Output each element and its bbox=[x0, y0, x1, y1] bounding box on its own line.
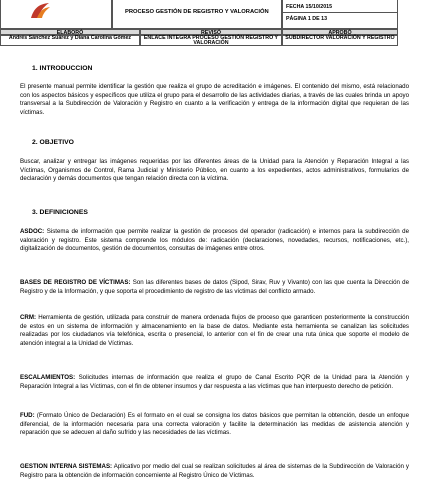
reviso-label: REVISÓ bbox=[140, 29, 282, 35]
definition-text: Son las diferentes bases de datos (Sipod, Sirav, Ruv y Vivanto) con las que cuenta la Dirección de Registro y de la Información, y que soporta el procedimiento de registro de las víctimas del conflicto armado. bbox=[20, 279, 409, 295]
definition-gestion-interna bbox=[20, 463, 409, 480]
document-header bbox=[0, 0, 424, 46]
heading-objetivo: 2. OBJETIVO bbox=[32, 139, 74, 146]
definition-fud bbox=[20, 412, 409, 438]
definition-escalamientos bbox=[20, 374, 409, 391]
definition-text: Sistema de información que permite realizar la gestión de procesos del operador (radicación) e internos para la subdirección de valoración y registro. Este sistema comprende los módulos de: radicación (declaraciones, novedades, recursos, notificaciones, etc.), digitalización de documentos, gestión de documentos, consultas de imágenes entre otros. bbox=[20, 228, 409, 253]
meta-cell bbox=[282, 0, 398, 29]
meta-divider bbox=[283, 12, 397, 13]
definition-text: Aplicativo por medio del cual se realizan solicitudes al área de sistemas de la Subdirección de Valoración y Registro para la obtención de información concerniente al Registro Único de Víctimas. bbox=[20, 463, 409, 479]
heading-introduccion: 1. INTRODUCCION bbox=[32, 65, 93, 72]
paragraph-objetivo: Buscar, analizar y entregar las imágenes requeridas por las diferentes áreas de la Unidad para la Atención y Reparación Integral a las Víctimas, Organismos de Control, Rama Judicial y Ministerio Público, en cuanto a los expedientes, actos administrativos, formularios de declaración y demás documentos que tengan relación directa con la víctima. bbox=[20, 158, 409, 183]
definition-text: Herramienta de gestión, utilizada para construir de manera ordenada flujos de proceso que garanticen posteriormente la construcción de estos en un sistema de información y almacenamiento en la base de datos. Mediante esta herramienta se canalizan las solicitudes realizadas por los ciudadanos vía telefónica, escrita o presencial, lo anterior con el fin de crear una ruta única que soporte el modelo de atención integral a la Unidad de Víctimas. bbox=[20, 314, 409, 347]
definition-text: Solicitudes internas de información que realiza el grupo de Canal Escrito PQR de la Unidad para la Atención y Reparación Integral a las Víctimas, con el fin de obtener insumos y dar respuesta a las víctimas que han interpuesto derecho de petición. bbox=[20, 374, 409, 390]
aprobo-value: SUBDIRECTOR VALORACIÓN Y REGISTRO bbox=[282, 35, 398, 46]
definition-term: CRM: bbox=[20, 314, 37, 321]
logo-cell bbox=[0, 0, 112, 29]
document-date: FECHA 15/10/2015 bbox=[286, 4, 333, 10]
definition-term: FUD: bbox=[20, 412, 35, 419]
reviso-value: ENLACE INTEGRA PROCESO GESTIÓN REGISTRO Y VALORACIÓN bbox=[140, 35, 282, 46]
title-cell bbox=[112, 0, 282, 29]
page-number: PÁGINA 1 DE 13 bbox=[286, 16, 328, 22]
heading-definiciones: 3. DEFINICIONES bbox=[32, 209, 88, 216]
elaboro-value: Andrés Sánchez Suárez y Diana Carolina Gómez bbox=[0, 35, 140, 46]
definition-term: ASDOC: bbox=[20, 228, 45, 235]
unidad-victimas-logo bbox=[29, 2, 51, 20]
paragraph-introduccion: El presente manual permite identificar la gestión que realiza el grupo de acreditación e imágenes. El contenido del mismo, está relacionado con los aspectos básicos y específicos que utiliza el grupo para el desarrollo de las actividades diarias, a través de las cuales brinda un apoyo transversal a la Subdirección de Valoración y Registro en cuanto a la verificación y entrega de la información digital que requieran de las víctimas. bbox=[20, 83, 409, 116]
elaboro-label: ELABORÓ bbox=[0, 29, 140, 35]
definition-term: ESCALAMIENTOS: bbox=[20, 374, 76, 381]
definition-crm bbox=[20, 314, 409, 348]
definition-term: GESTION INTERNA SISTEMAS: bbox=[20, 463, 113, 470]
definition-bases-registro bbox=[20, 279, 409, 296]
aprobo-label: APROBÓ bbox=[282, 29, 398, 35]
definition-term: BASES DE REGISTRO DE VÍCTIMAS: bbox=[20, 279, 131, 286]
definition-asdoc bbox=[20, 228, 409, 254]
document-title: PROCESO GESTIÓN DE REGISTRO Y VALORACIÓN bbox=[125, 9, 269, 15]
definition-text: (Formato Único de Declaración) Es el formato en el cual se consigna los datos básicos que permitan la obtención, desde un enfoque diferencial, de la información necesaria para una correcta valoración y facilite la determinación las medidas de asistencia atención y reparación que se adecuen al daño sufrido y las necesidades de las víctimas. bbox=[20, 412, 409, 437]
